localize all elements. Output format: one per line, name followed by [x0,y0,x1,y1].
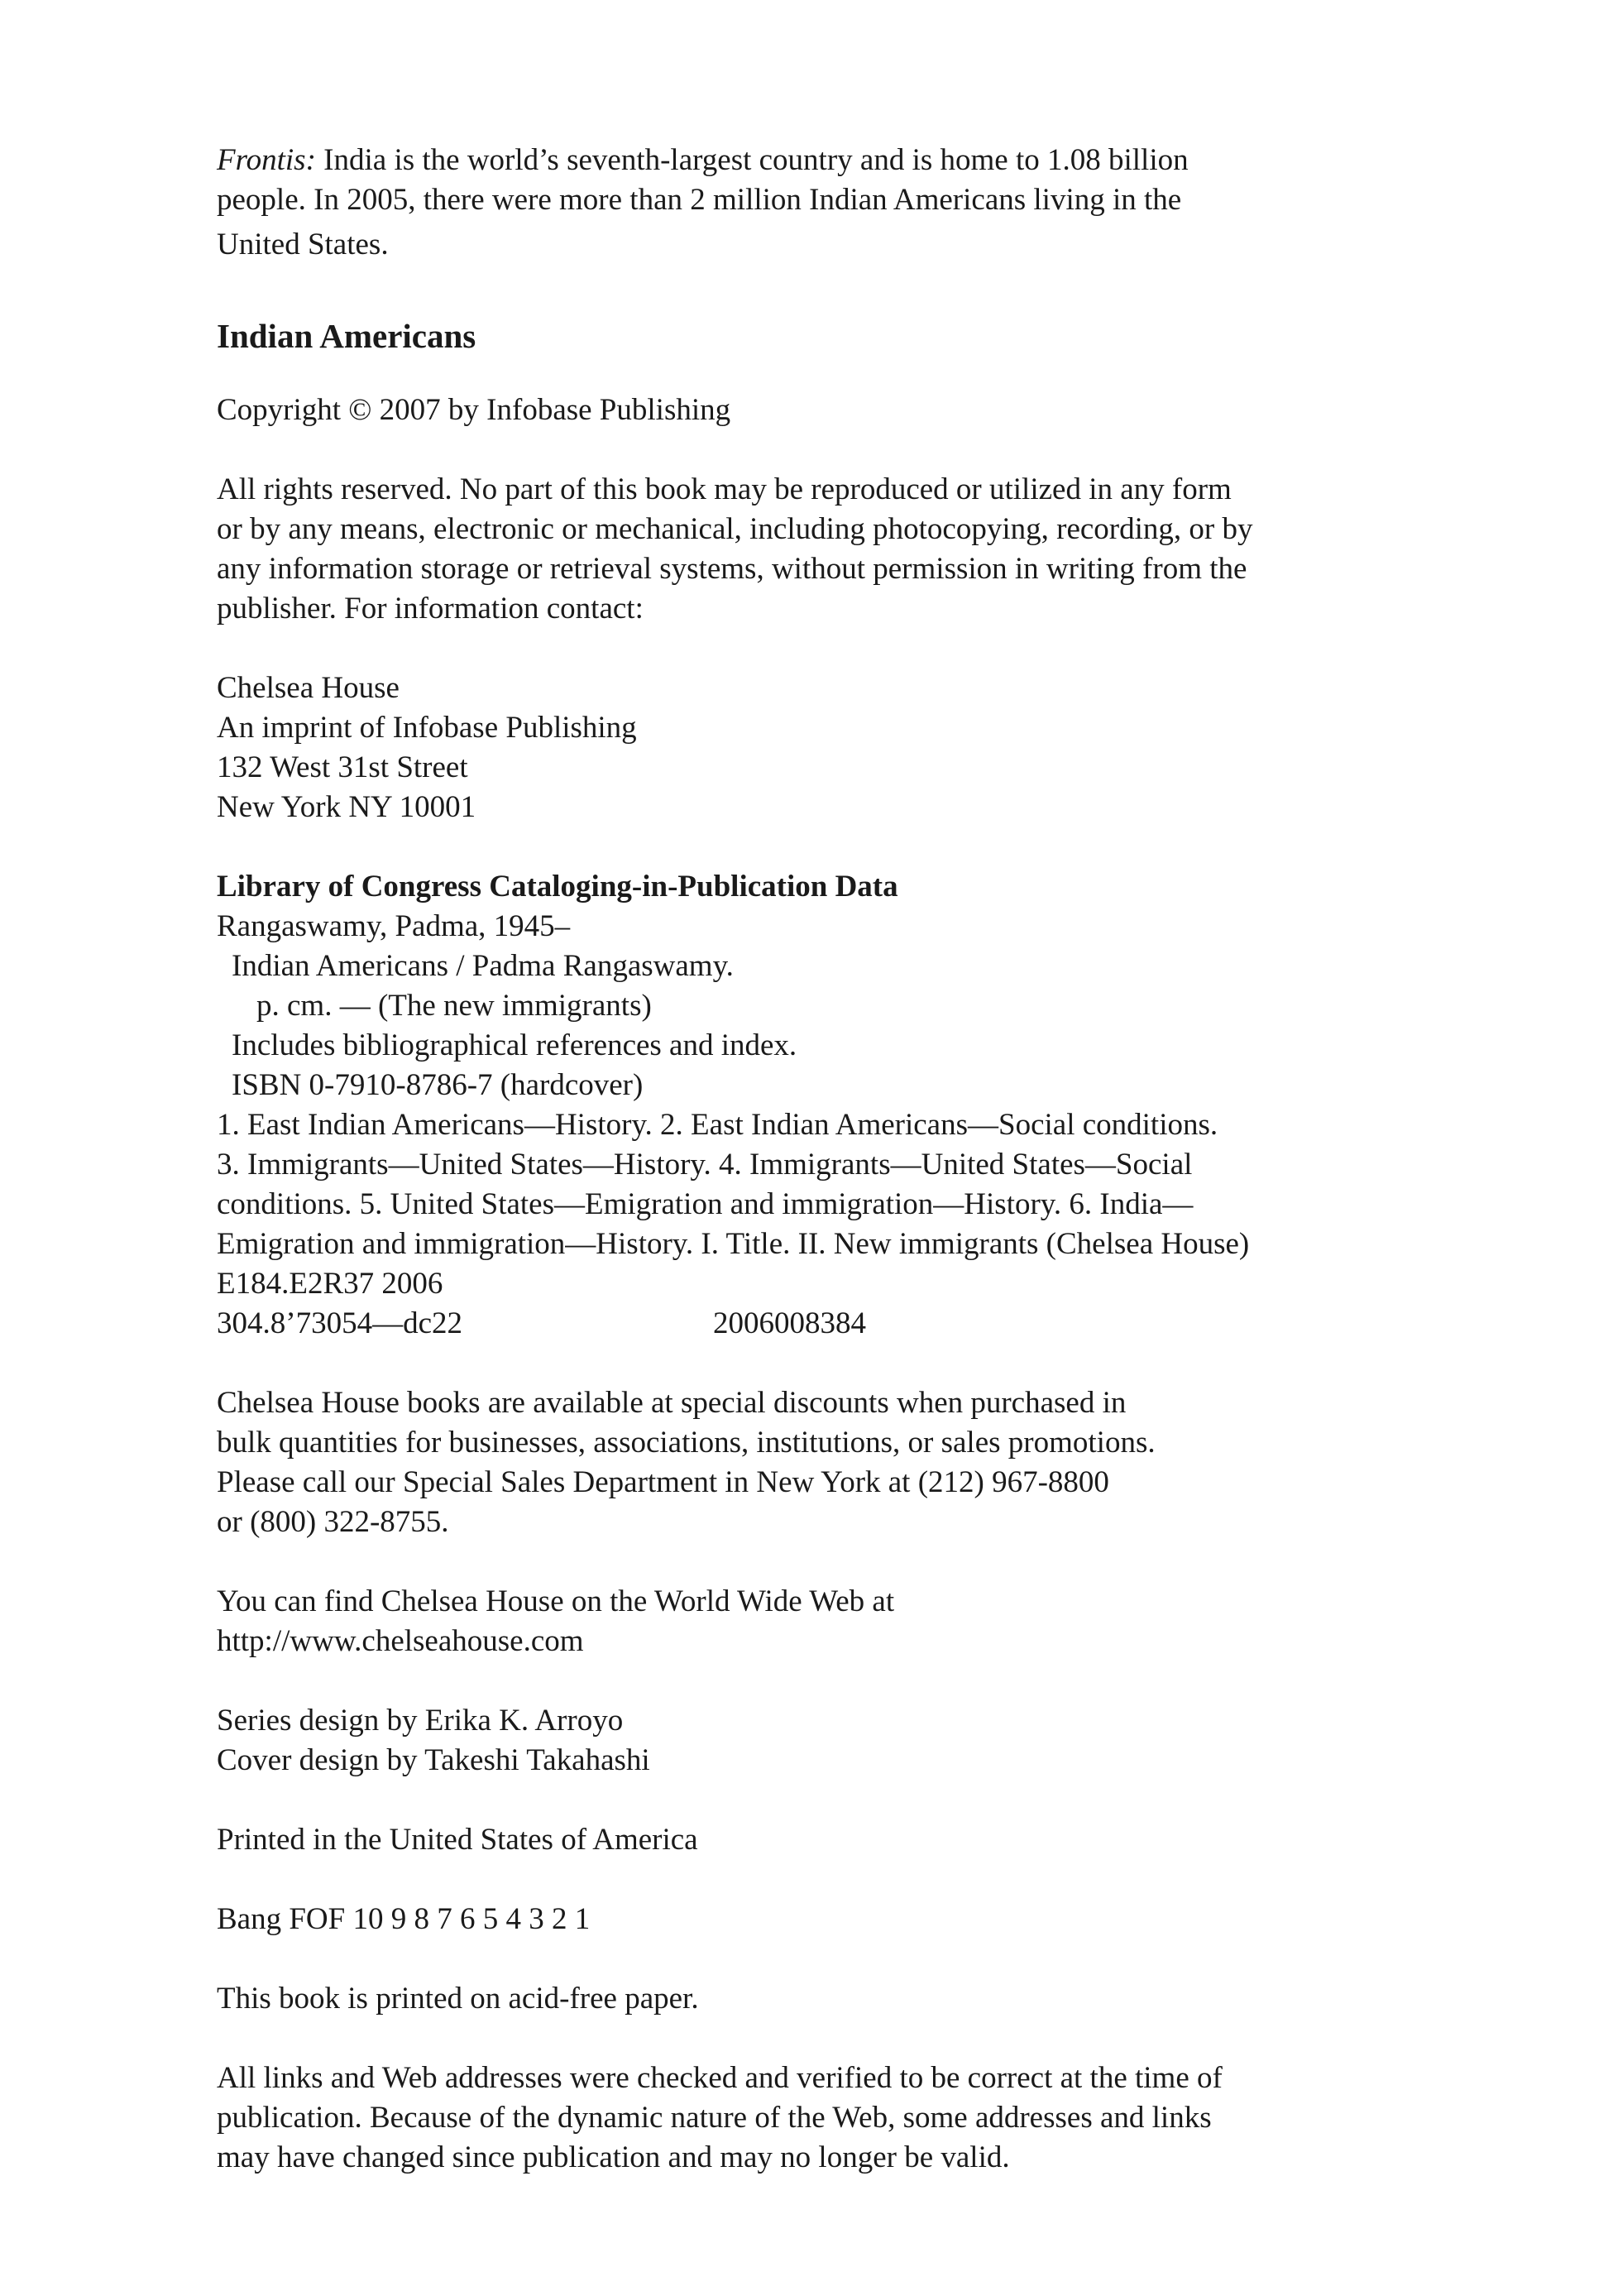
rights-line: any information storage or retrieval systems, without permission in writing from the [217,552,1247,586]
publisher-street: 132 West 31st Street [217,750,468,784]
frontis-caption [217,141,1441,265]
web-line: You can find Chelsea House on the World Wide Web at [217,1584,895,1618]
print-key [217,1900,1441,1939]
cip-notes: Includes bibliographical references and index. [232,1028,797,1062]
publisher-imprint: An imprint of Infobase Publishing [217,711,637,745]
frontis-line-1-text: India is the world’s seventh-largest country and is home to 1.08 billion [315,143,1189,177]
cip-subject-line: 1. East Indian Americans—History. 2. East Indian Americans—Social conditions. [217,1108,1218,1142]
sales-line: Chelsea House books are available at special discounts when purchased in [217,1386,1127,1420]
print-key-line: Bang FOF 10 9 8 7 6 5 4 3 2 1 [217,1902,591,1936]
web-paragraph [217,1582,1441,1661]
book-title: Indian Americans [217,317,476,355]
copyright-page [217,141,1441,2217]
cip-lccn: 2006008384 [713,1306,866,1340]
web-url: http://www.chelseahouse.com [217,1624,584,1658]
cip-data [217,867,1441,1344]
rights-line: or by any means, electronic or mechanical, including photocopying, recording, or by [217,512,1253,546]
copyright-notice [217,391,1441,430]
cip-subject-line: 3. Immigrants—United States—History. 4. Immigrants—United States—Social [217,1148,1193,1182]
frontis-line-3: United States. [217,228,389,261]
cip-subject-line: Emigration and immigration—History. I. Title. II. New immigrants (Chelsea House) [217,1227,1250,1261]
sales-line: Please call our Special Sales Department in New York at (212) 967-8800 [217,1465,1109,1499]
paper-note [217,1979,1441,2019]
cip-author: Rangaswamy, Padma, 1945– [217,909,571,943]
cip-subject-line: conditions. 5. United States—Emigration and immigration—History. 6. India— [217,1187,1194,1221]
paper-line: This book is printed on acid-free paper. [217,1982,699,2016]
frontis-line-2: people. In 2005, there were more than 2 million Indian Americans living in the [217,183,1182,217]
links-line: publication. Because of the dynamic nature of the Web, some addresses and links [217,2101,1212,2135]
sales-line: or (800) 322-8755. [217,1505,449,1539]
publisher-city: New York NY 10001 [217,790,476,824]
frontis-line-1 [217,141,1441,180]
rights-line: All rights reserved. No part of this book may be reproduced or utilized in any form [217,472,1232,506]
cip-isbn: ISBN 0-7910-8786-7 (hardcover) [232,1068,644,1102]
special-sales-paragraph [217,1383,1441,1542]
publisher-address [217,669,1441,827]
links-line: All links and Web addresses were checked and verified to be correct at the time of [217,2061,1223,2095]
sales-line: bulk quantities for businesses, associations, institutions, or sales promotions. [217,1426,1156,1460]
cip-lc-class: E184.E2R37 2006 [217,1267,443,1301]
cip-heading: Library of Congress Cataloging-in-Publication Data [217,870,898,904]
series-design-credit: Series design by Erika K. Arroyo [217,1704,624,1738]
cip-title: Indian Americans / Padma Rangaswamy. [232,949,734,983]
cover-design-credit: Cover design by Takeshi Takahashi [217,1743,650,1777]
cip-dewey: 304.8’73054—dc22 [217,1306,462,1340]
publisher-name: Chelsea House [217,671,400,705]
frontis-label: Frontis: [217,143,316,177]
design-credits [217,1701,1441,1781]
cip-classification-row [217,1304,1441,1344]
printed-in [217,1820,1441,1860]
links-disclaimer [217,2059,1441,2178]
printed-line: Printed in the United States of America [217,1823,698,1857]
rights-line: publisher. For information contact: [217,592,644,626]
rights-paragraph [217,470,1441,629]
links-line: may have changed since publication and may no longer be valid. [217,2140,1010,2174]
copyright-line: Copyright © 2007 by Infobase Publishing [217,393,731,427]
cip-physical: p. cm. — (The new immigrants) [256,989,652,1023]
